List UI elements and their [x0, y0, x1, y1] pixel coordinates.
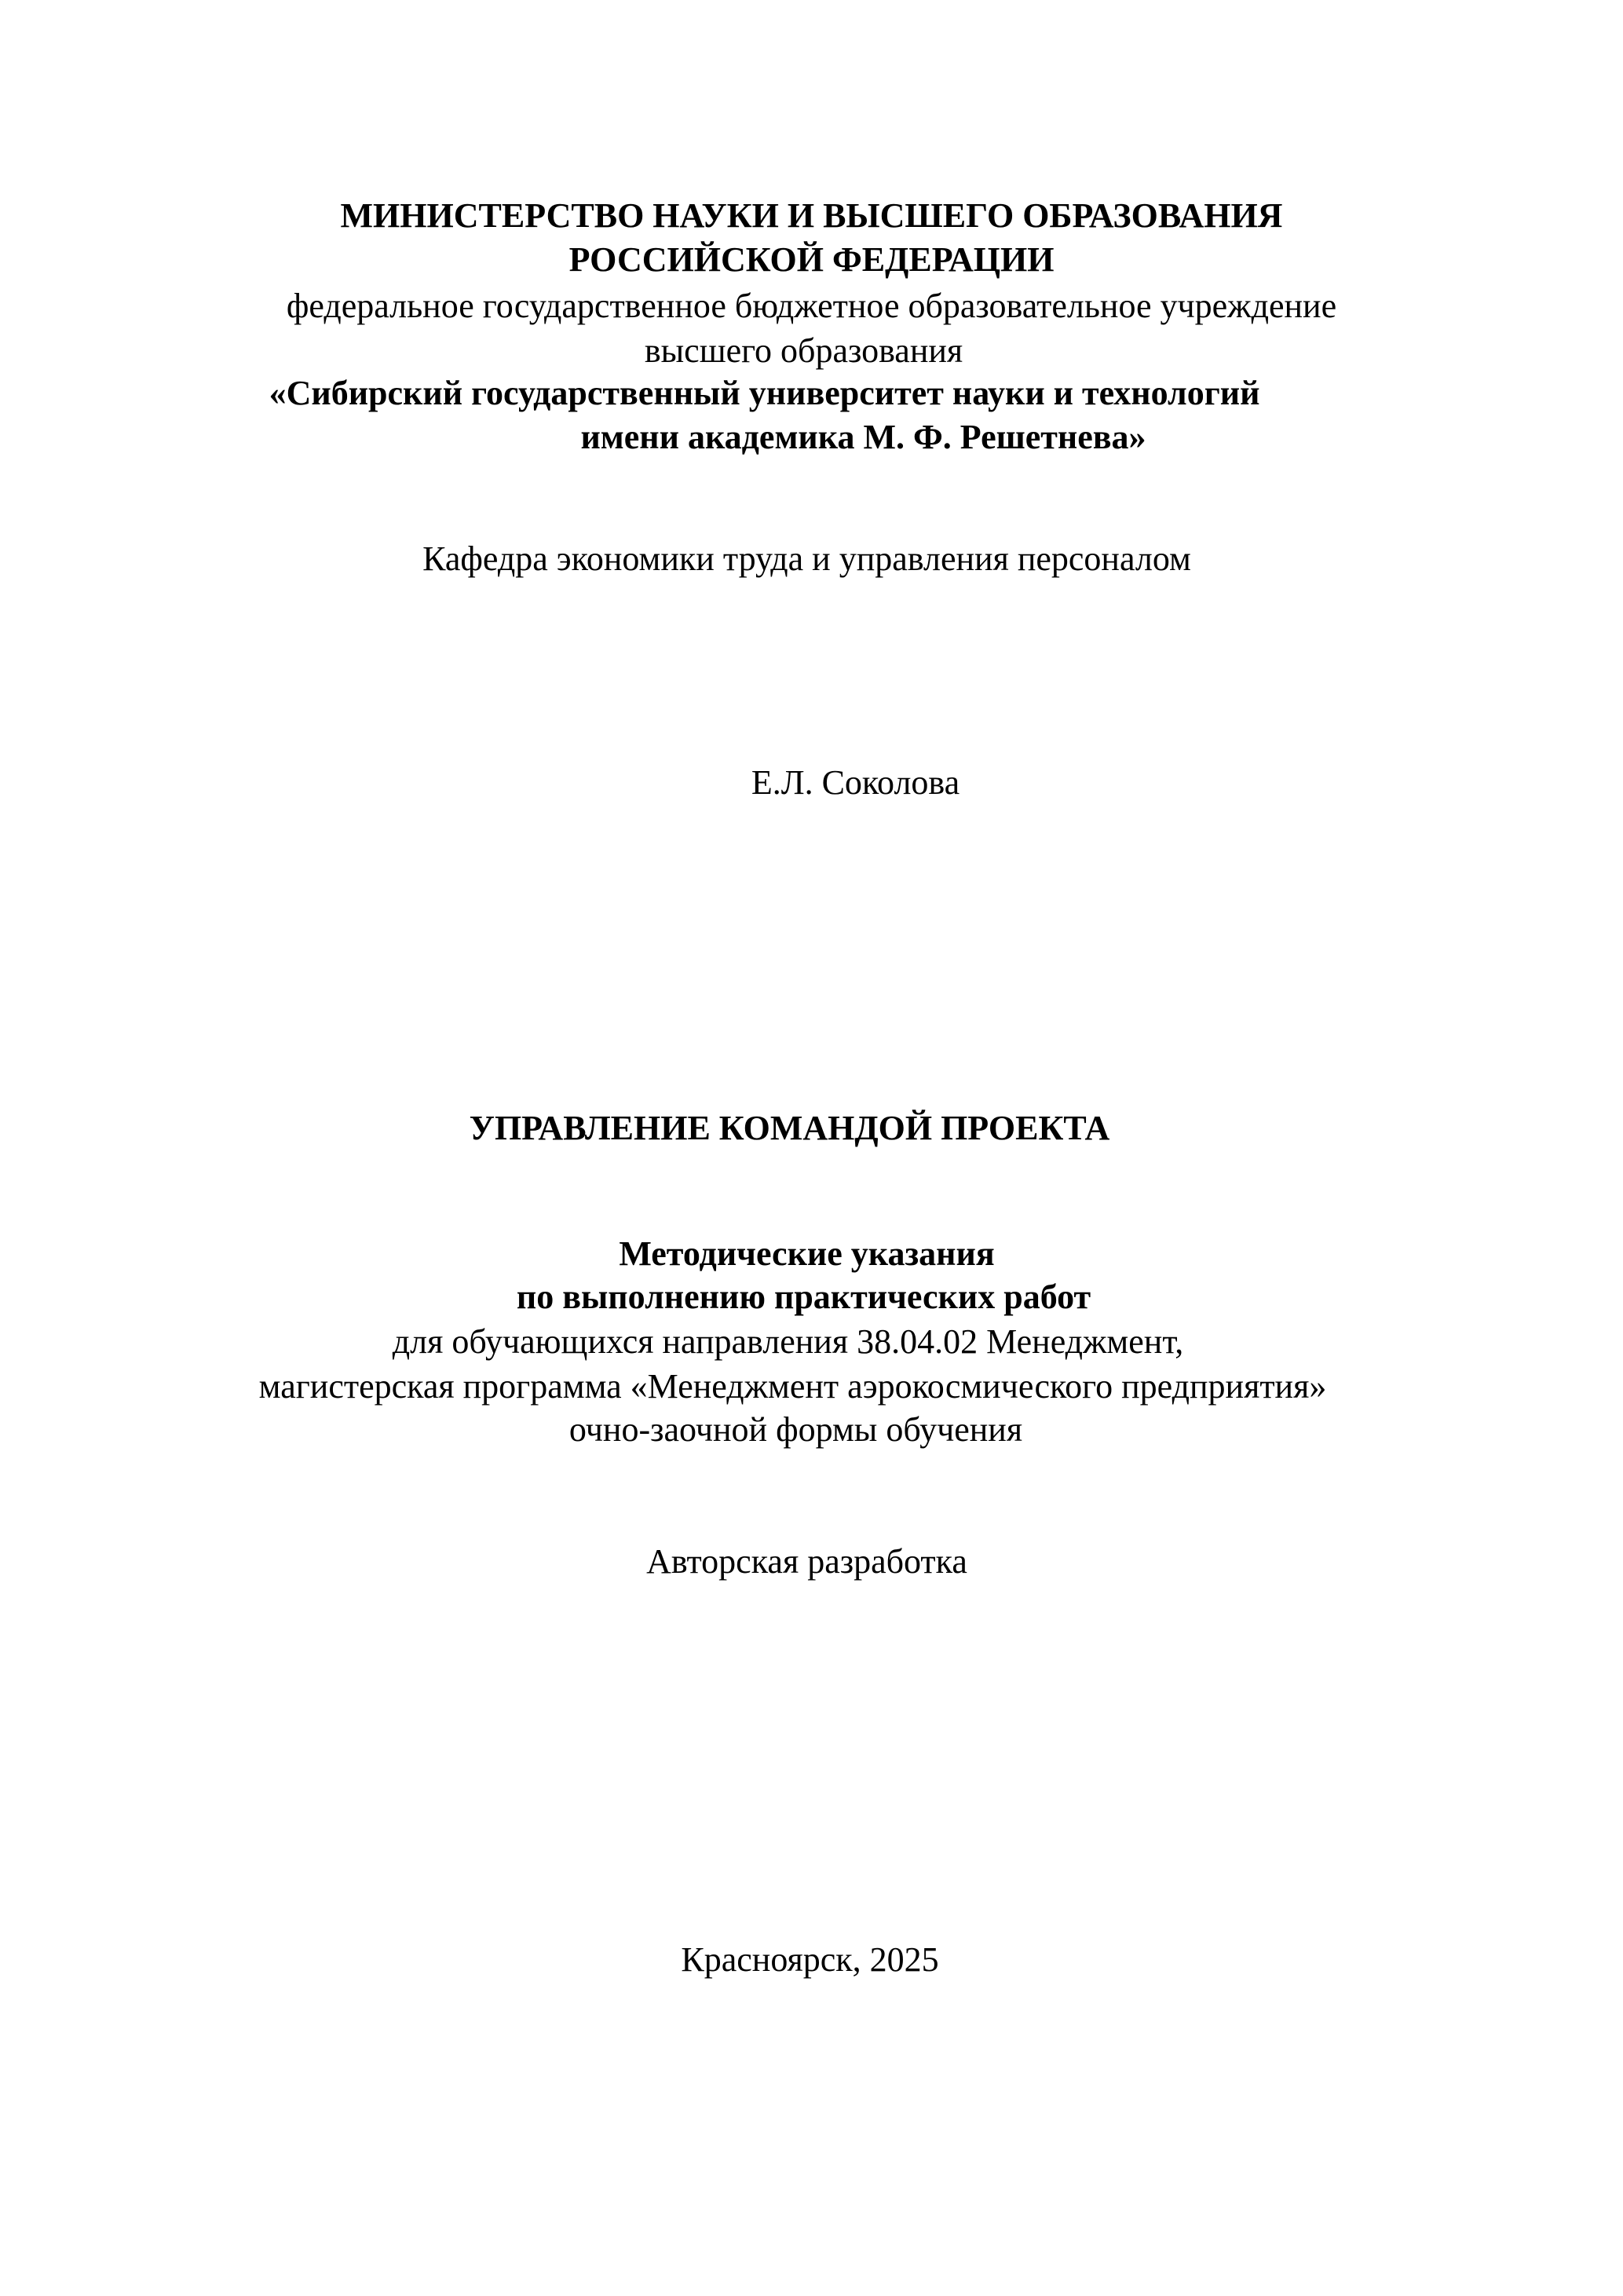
audience-line-1: для обучающихся направления 38.04.02 Менеджмент,	[392, 1322, 1184, 1361]
ministry-name-line-1: МИНИСТЕРСТВО НАУКИ И ВЫСШЕГО ОБРАЗОВАНИЯ	[340, 196, 1283, 235]
ministry-name-line-2: РОССИЙСКОЙ ФЕДЕРАЦИИ	[568, 240, 1055, 279]
university-name-line-1: «Сибирский государственный университет науки и технологий	[269, 374, 1260, 412]
document-subtitle-line-2: по выполнению практических работ	[516, 1278, 1091, 1316]
university-name-line-2: имени академика М. Ф. Решетнева»	[580, 418, 1146, 456]
city-and-year: Красноярск, 2025	[681, 1940, 939, 1979]
author-name: Е.Л. Соколова	[751, 763, 960, 802]
authorship-note: Авторская разработка	[646, 1542, 967, 1581]
document-title: УПРАВЛЕНИЕ КОМАНДОЙ ПРОЕКТА	[469, 1109, 1110, 1147]
institution-type-line-2: высшего образования	[644, 331, 963, 370]
document-subtitle-line-1: Методические указания	[619, 1234, 995, 1273]
department-name: Кафедра экономики труда и управления персоналом	[422, 539, 1191, 578]
institution-type-line-1: федеральное государственное бюджетное образовательное учреждение	[286, 287, 1337, 325]
audience-line-3: очно-заочной формы обучения	[568, 1410, 1023, 1449]
audience-line-2: магистерская программа «Менеджмент аэрокосмического предприятия»	[258, 1367, 1327, 1406]
